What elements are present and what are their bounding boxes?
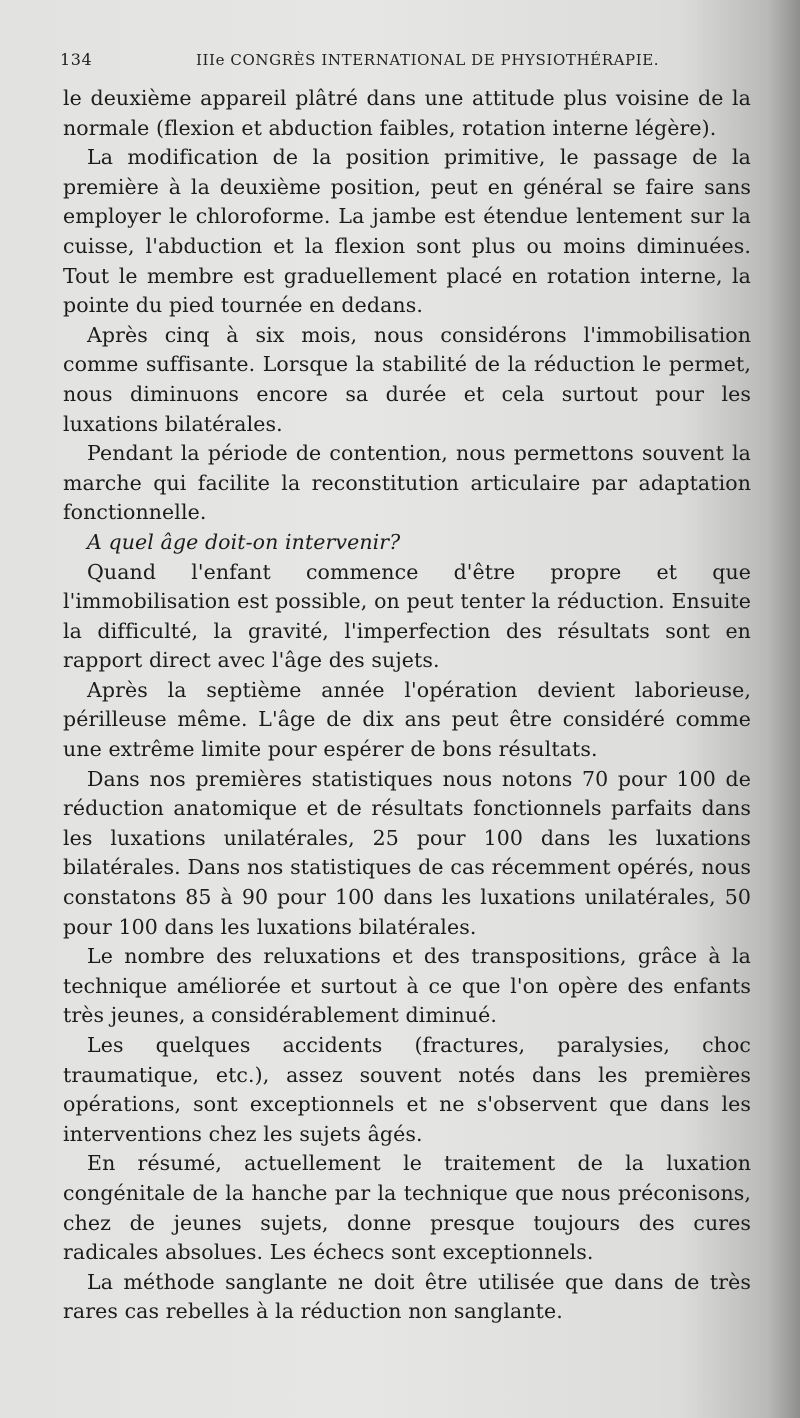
running-title: IIIe CONGRÈS INTERNATIONAL DE PHYSIOTHÉRAPIE. — [196, 51, 660, 69]
paragraph: Le nombre des reluxations et des transpositions, grâce à la technique améliorée et surtout à ce que l'on opère des enfants très jeunes, a considérablement diminué. — [63, 944, 751, 1028]
paragraph: En résumé, actuellement le traitement de la luxation congénitale de la hanche par la technique que nous préconisons, chez de jeunes sujets, donne presque toujours des cures radicales absolues. Les échecs sont exceptionnels. — [63, 1151, 751, 1265]
paragraph: Pendant la période de contention, nous permettons souvent la marche qui facilite la reconstitution articulaire par adaptation fonctionnelle. — [63, 441, 751, 525]
paragraph: La méthode sanglante ne doit être utilisée que dans de très rares cas rebelles à la réduction non sanglante. — [63, 1269, 751, 1324]
paragraph: Les quelques accidents (fractures, paralysies, choc traumatique, etc.), assez souvent notés dans les premières opérations, sont exceptionnels et ne s'observent que dans les interventions chez les sujets âgés. — [63, 1033, 751, 1146]
paragraph: le deuxième appareil plâtré dans une attitude plus voisine de la normale (flexion et abduction faibles, rotation interne légère). — [63, 86, 751, 140]
paragraph: Après cinq à six mois, nous considérons l'immobilisation comme suffisante. Lorsque la stabilité de la réduction le permet, nous diminuons encore sa durée et cela surtout pour les luxations bilatérales. — [63, 322, 751, 436]
body-text — [63, 84, 751, 1327]
paragraph: Quand l'enfant commence d'être propre et que l'immobilisation est possible, on peut tenter la réduction. Ensuite la difficulté, la gravité, l'imperfection des résultats sont en rapport direct avec l'âge des sujets. — [63, 559, 751, 673]
paragraph: Après la septième année l'opération devient laborieuse, périlleuse même. L'âge de dix ans peut être considéré comme une extrême limite pour espérer de bons résultats. — [63, 677, 751, 762]
paragraph: Dans nos premières statistiques nous notons 70 pour 100 de réduction anatomique et de résultats fonctionnels parfaits dans les luxations unilatérales, 25 pour 100 dans les luxations bilatérales. Dans nos statistiques de cas récemment opérés, nous constatons 85 à 90 pour 100 dans les luxations unilatérales, 50 pour 100 dans les luxations bilatérales. — [63, 766, 751, 939]
running-head — [60, 50, 760, 69]
paragraph: La modification de la position primitive, le passage de la première à la deuxième position, peut en général se faire sans employer le chloroforme. La jambe est étendue lentement sur la cuisse, l'abduction et la flexion sont plus ou moins diminuées. Tout le membre est graduellement placé en rotation interne, la pointe du pied tournée en dedans. — [63, 145, 751, 318]
section-question: A quel âge doit-on intervenir? — [87, 529, 401, 554]
page-number: 134 — [60, 50, 93, 69]
